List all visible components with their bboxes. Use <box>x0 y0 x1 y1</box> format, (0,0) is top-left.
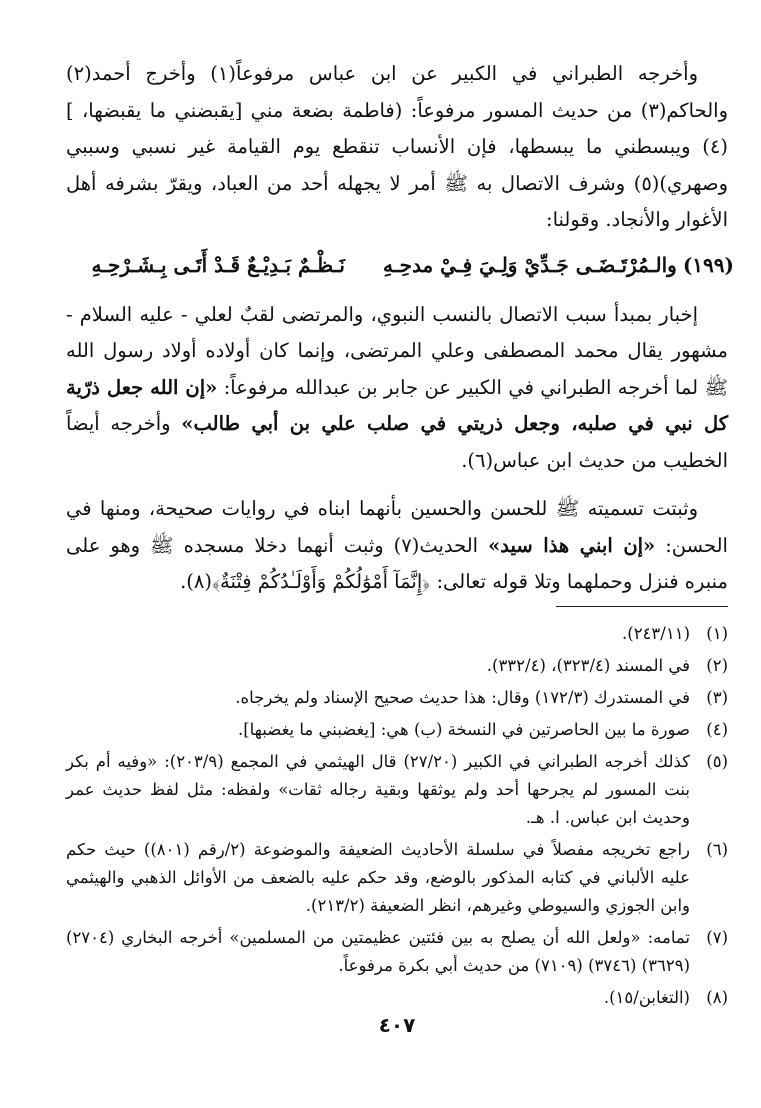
footnote-number: (٥) <box>706 752 728 771</box>
body-paragraph-1: وأخرجه الطبراني في الكبير عن ابن عباس مرفوعاً(١) وأخرج أحمد(٢) والحاكم(٣) من حديث المسور مرفوعاً: (فاطمة بضعة مني [يقبضني ما يقبضها، ](٤) ويبسطني ما يبسطها، فإن الأنساب تنقطع يوم القيامة غير نسبي وسببي وصهري)(٥) وشرف الاتصال به ﷺ أمر لا يجهله أحد من العباد، ويقرّ بشرفه أهل الأغوار والأنجاد. وقولنا: <box>66 62 728 231</box>
poem-verse <box>66 253 734 277</box>
book-page <box>66 48 734 1088</box>
verse-number: (١٩٩) <box>682 252 734 277</box>
quran-verse: ﴿إِنَّمَآ أَمْوَٰلُكُمْ وَأَوْلَـٰدُكُمْ فِتْنَةٌ﴾ <box>212 570 431 593</box>
footnote-text: صورة ما بين الحاصرتين في النسخة (ب) هي: [يغضبني ما يغضبها]. <box>237 720 690 739</box>
paragraph-2-text-end: وأخرجه أيضاً الخطيب من حديث ابن عباس(٦). <box>66 412 728 472</box>
footnote-number: (٨) <box>706 988 728 1007</box>
footnote <box>66 748 728 832</box>
footnote-text: في المستدرك (١٧٢/٣) وقال: هذا حديث صحيح الإسناد ولم يخرجاه. <box>235 688 690 707</box>
body-paragraph-3 <box>66 491 728 601</box>
hadith-quote-2: «إن ابني هذا سيد» <box>488 533 656 557</box>
footnote <box>66 620 728 648</box>
footnote-text: راجع تخريجه مفصلاً في سلسلة الأحاديث الضعيفة والموضوعة (٢/رقم (٨٠١)) حيث حكم عليه الألباني في كتابه المذكور بالوضع، وقد حكم عليه بالضعف من الأوائل الذهبي والهيثمي وابن الجوزي والسيوطي وغيرهم، انظر الضعيفة (٢١٣/٢). <box>66 840 690 915</box>
footnote <box>66 716 728 744</box>
footnote <box>66 924 728 980</box>
paragraph-3-text-end: (٨). <box>180 570 212 593</box>
footnote-separator <box>556 606 728 607</box>
footnote-text: في المسند (٣٢٣/٤)، (٣٣٢/٤). <box>486 656 690 675</box>
footnote-text: كذلك أخرجه الطبراني في الكبير (٢٧/٢٠) قال الهيثمي في المجمع (٢٠٣/٩): «وفيه أم بكر بنت المسور لم يجرحها أحد ولم يوثقها وبقية رجاله ثقات» ولفظه: مثل لفظ حديث عمر وحديث ابن عباس. ا. هـ. <box>66 752 690 827</box>
footnote-number: (٢) <box>706 656 728 675</box>
footnote-text: (التغابن/١٥). <box>603 988 690 1007</box>
footnote-text: تمامه: «ولعل الله أن يصلح به بين فئتين عظيمتين من المسلمين» أخرجه البخاري (٢٧٠٤) (٣٦٢٩) (٣٧٤٦) (٧١٠٩) من حديث أبي بكرة مرفوعاً. <box>66 928 690 975</box>
footnote-number: (٦) <box>706 840 728 859</box>
footnote-number: (٧) <box>706 928 728 947</box>
footnote <box>66 984 728 1012</box>
footnotes <box>66 620 728 1016</box>
page-number: ٤٠٧ <box>378 1013 416 1037</box>
footnote-number: (٤) <box>706 720 728 739</box>
footnote <box>66 652 728 680</box>
footnote-text: (٢٤٣/١١). <box>622 624 690 643</box>
footnote-number: (١) <box>706 624 728 643</box>
verse-hemistich-2: نَـظْـمٌ بَـدِيْـعٌ قَـدْ أَتَـى بِـشَـرْحِـهِ <box>91 252 345 277</box>
verse-hemistich-1: والـمُرْتَـضَـى جَـدِّيْ وَلِـيَ فِـيْ مدحِـهِ <box>383 252 677 277</box>
paragraph-3-text: وثبتت تسميته ﷺ للحسن والحسين بأنهما ابناه في روايات صحيحة، ومنها في الحسن: <box>66 497 728 557</box>
hadith-quote-1: «إن الله جعل ذرّية كل نبي في صلبه، وجعل ذريتي في صلب علي بن أبي طالب» <box>66 375 728 435</box>
body-paragraph-2 <box>66 297 728 480</box>
footnote <box>66 684 728 712</box>
paragraph-2-text: إخبار بمبدأ سبب الاتصال بالنسب النبوي، والمرتضى لقبٌ لعلي - عليه السلام - مشهور يقال محمد المصطفى وعلي المرتضى، وإنما كان أولاده أولاد رسول الله ﷺ لما أخرجه الطبراني في الكبير عن جابر بن عبدالله مرفوعاً: <box>66 302 728 399</box>
footnote <box>66 836 728 920</box>
paragraph-3-text-mid: الحديث(٧) وثبت أنهما دخلا مسجده ﷺ وهو على منبره فنزل وحملهما وتلا قوله تعالى: <box>66 533 728 593</box>
footnote-number: (٣) <box>706 688 728 707</box>
